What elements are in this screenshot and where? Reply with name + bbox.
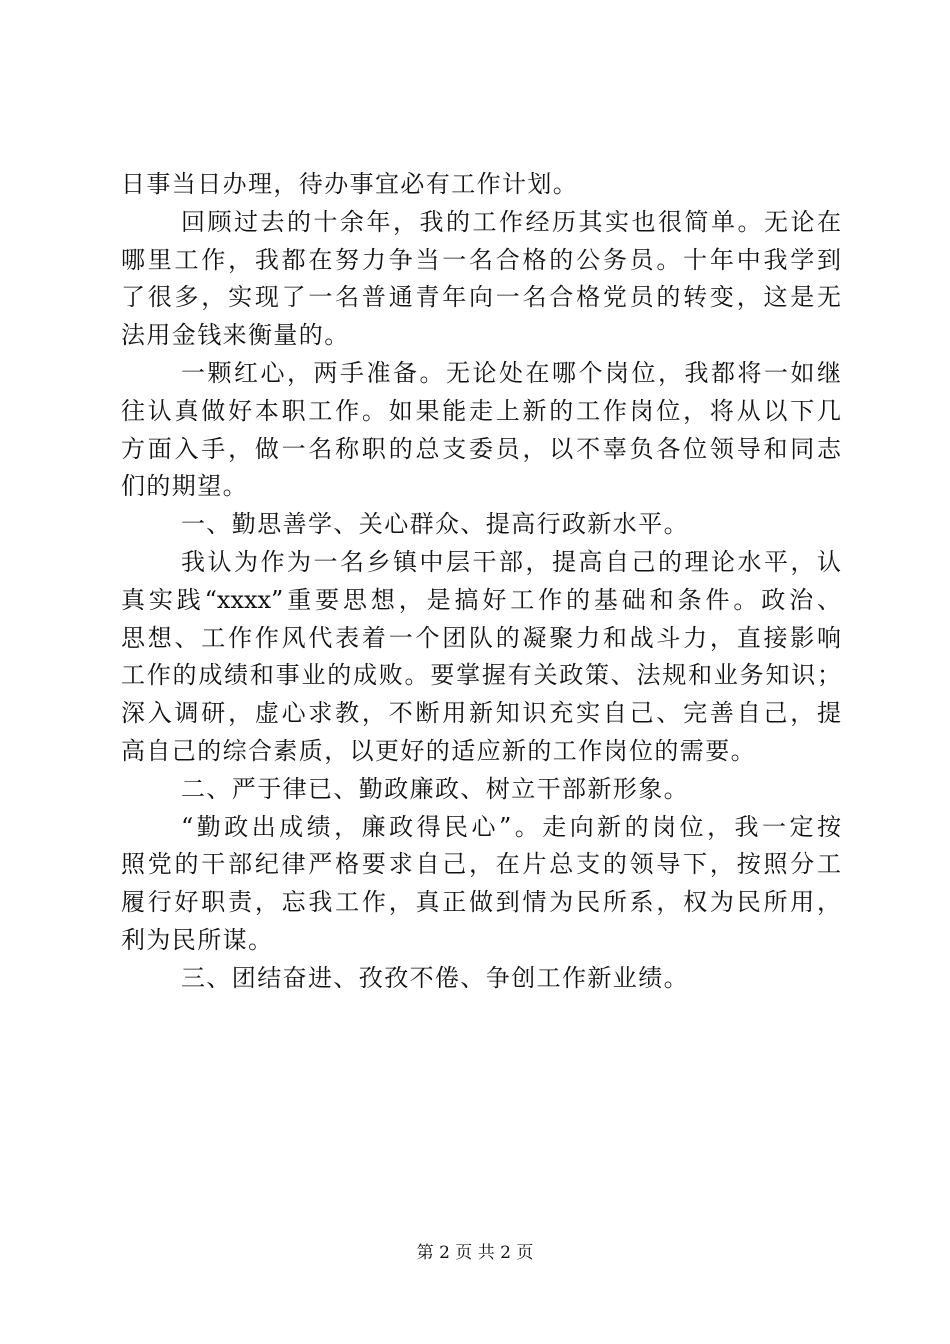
- text-line: 法用金钱来衡量的。: [121, 321, 350, 350]
- text-line: 哪里工作，我都在努力争当一名合格的公务员。十年中我学到: [121, 245, 841, 274]
- section-heading: 二、严于律已、勤政廉政、树立干部新形象。: [181, 774, 689, 803]
- text-line: 真实践“xxxx”重要思想，是搞好工作的基础和条件。政治、: [121, 585, 841, 614]
- text-line: 思想、工作作风代表着一个团队的凝聚力和战斗力，直接影响: [121, 623, 841, 652]
- text-line: 深入调研，虚心求教，不断用新知识充实自己、完善自己，提: [121, 699, 841, 728]
- document-body: [121, 166, 841, 998]
- text-line: 方面入手，做一名称职的总支委员，以不辜负各位领导和同志: [121, 434, 841, 463]
- text-line: 照党的干部纪律严格要求自己，在片总支的领导下，按照分工: [121, 850, 841, 879]
- text-line: 利为民所谋。: [121, 925, 274, 954]
- section-heading: 三、团结奋进、孜孜不倦、争创工作新业绩。: [181, 963, 689, 992]
- text-line: 高自己的综合素质，以更好的适应新的工作岗位的需要。: [121, 736, 756, 765]
- text-line: 一颗红心，两手准备。无论处在哪个岗位，我都将一如继: [181, 358, 841, 387]
- text-line: 回顾过去的十余年，我的工作经历其实也很简单。无论在: [181, 207, 841, 236]
- text-line: “勤政出成绩，廉政得民心”。走向新的岗位，我一定按: [181, 812, 841, 841]
- text-line: 工作的成绩和事业的成败。要掌握有关政策、法规和业务知识；: [121, 661, 841, 690]
- text-line: 我认为作为一名乡镇中层干部，提高自己的理论水平，认: [181, 547, 841, 576]
- text-line: 了很多，实现了一名普通青年向一名合格党员的转变，这是无: [121, 283, 841, 312]
- text-line: 履行好职责，忘我工作，真正做到情为民所系，权为民所用，: [121, 888, 841, 917]
- text-line: 日事当日办理，待办事宜必有工作计划。: [121, 170, 579, 198]
- text-line: 们的期望。: [121, 472, 248, 501]
- text-line: 往认真做好本职工作。如果能走上新的工作岗位，将从以下几: [121, 396, 841, 425]
- page-number-footer: 第 2 页 共 2 页: [416, 1243, 534, 1263]
- section-heading: 一、勤思善学、关心群众、提高行政新水平。: [181, 510, 689, 539]
